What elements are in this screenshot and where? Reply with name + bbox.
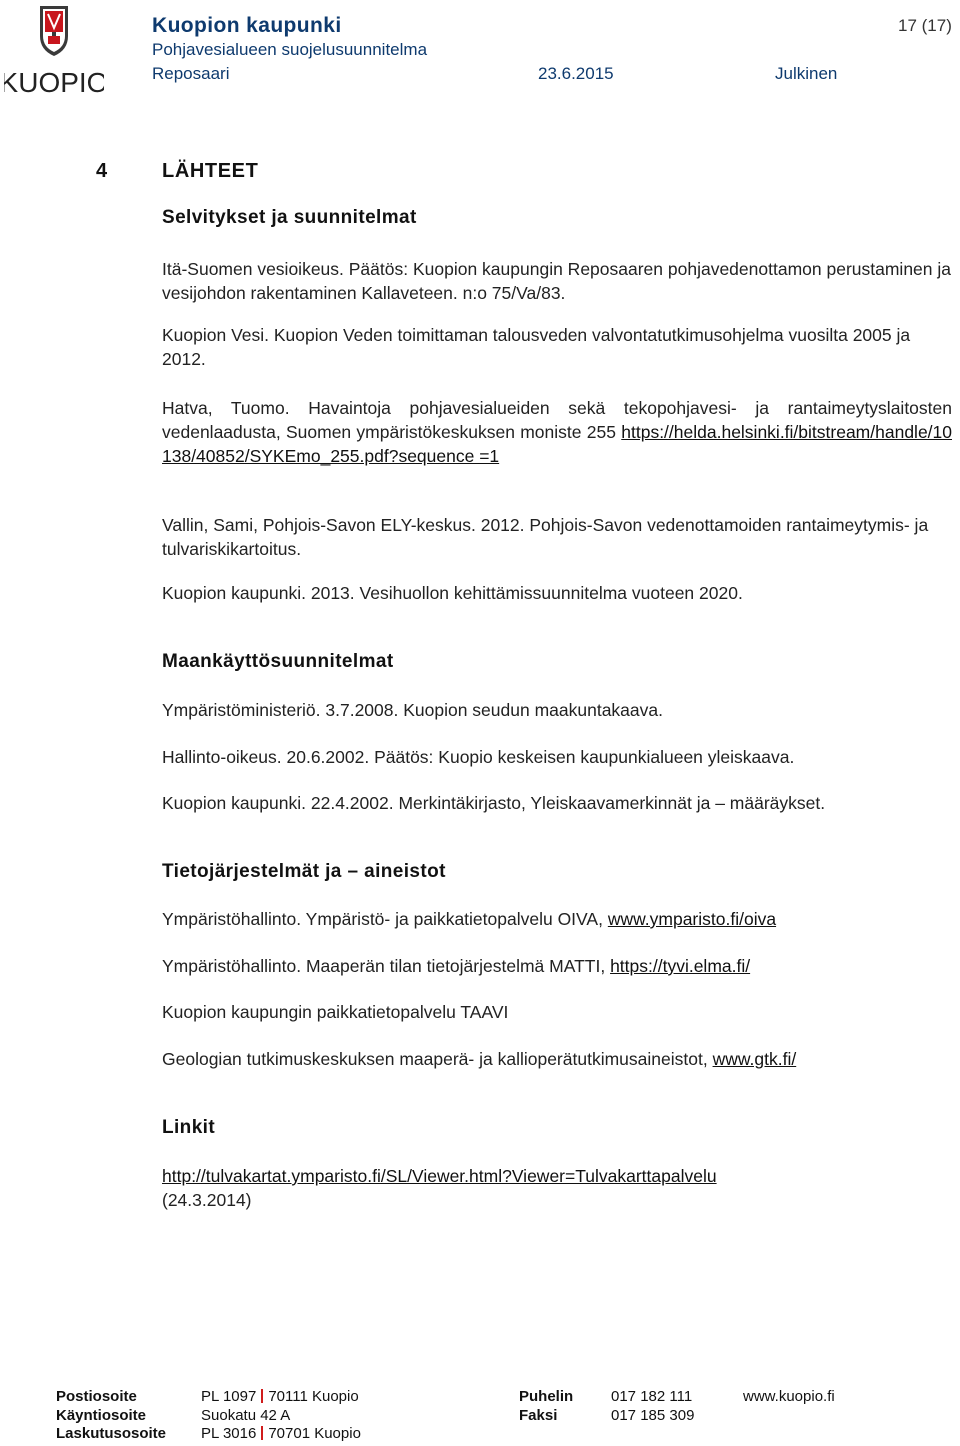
section-heading	[0, 160, 960, 186]
footer-laskutusosoite-label: Laskutusosoite	[56, 1425, 167, 1442]
matti-link[interactable]: https://tyvi.elma.fi/	[610, 956, 751, 976]
footer-faksi: 017 185 309	[611, 1407, 695, 1424]
reference-item	[162, 396, 952, 468]
footer-faksi-label: Faksi	[519, 1407, 558, 1424]
gtk-link[interactable]: www.gtk.fi/	[712, 1049, 797, 1069]
page-number: 17 (17)	[898, 16, 952, 35]
reference-item	[162, 907, 952, 931]
heading-linkit: Linkit	[162, 1117, 216, 1138]
tulvakartat-link[interactable]: http://tulvakartat.ymparisto.fi/SL/Viewer.html?Viewer=Tulvakarttapalvelu	[162, 1166, 717, 1186]
footer-postiosoite-label: Postiosoite	[56, 1388, 137, 1405]
crest-icon	[40, 6, 68, 56]
oiva-link[interactable]: www.ymparisto.fi/oiva	[607, 909, 777, 929]
classification: Julkinen	[775, 64, 838, 83]
heading-maankaytto: Maankäyttösuunnitelmat	[162, 651, 394, 672]
footer-postiosoite: PL 1097 70111 Kuopio	[201, 1388, 359, 1405]
document-title: Pohjavesialueen suojelusuunnitelma	[152, 40, 428, 59]
reference-item	[162, 954, 952, 978]
svg-text:KUOPIO: KUOPIO	[4, 67, 104, 98]
reference-text: Kuopion kaupungin paikkatietopalvelu TAAVI	[162, 1002, 509, 1022]
reference-item: Kuopion Vesi. Kuopion Veden toimittaman talousveden valvontatutkimusohjelma vuosilta 2005 ja 2012.	[162, 325, 911, 369]
separator-bar	[261, 1426, 263, 1440]
footer-kayntiosoite: Suokatu 42 A	[201, 1407, 291, 1424]
accessed-date: (24.3.2014)	[162, 1190, 252, 1210]
reference-item: Ympäristöministeriö. 3.7.2008. Kuopion seudun maakuntakaava.	[162, 700, 663, 720]
hatva-link[interactable]: https://helda.helsinki.fi/bitstream/handle/10138/40852/SYKEmo_255.pdf?sequence =1	[162, 422, 952, 466]
reference-item: Vallin, Sami, Pohjois-Savon ELY-keskus. 2012. Pohjois-Savon vedenottamoiden rantaimeytymis- ja tulvariskikartoitus.	[162, 515, 929, 559]
organization-name: Kuopion kaupunki	[152, 14, 342, 37]
reference-item	[162, 1164, 952, 1212]
reference-item: Kuopion kaupunki. 22.4.2002. Merkintäkirjasto, Yleiskaavamerkinnät ja – määräykset.	[162, 793, 826, 813]
footer-kayntiosoite-label: Käyntiosoite	[56, 1407, 147, 1424]
reference-text: Ympäristöhallinto. Maaperän tilan tietojärjestelmä MATTI,	[162, 956, 611, 976]
reference-item	[162, 1047, 952, 1071]
kuopio-logo	[4, 2, 104, 98]
reference-text: Geologian tutkimuskeskuksen maaperä- ja kallioperätutkimusaineistot,	[162, 1049, 713, 1069]
reference-item	[162, 1000, 952, 1024]
document-date: 23.6.2015	[538, 64, 614, 83]
reference-item: Hallinto-oikeus. 20.6.2002. Päätös: Kuopio keskeisen kaupunkialueen yleiskaava.	[162, 747, 795, 767]
heading-tietojarjestelmat: Tietojärjestelmät ja – aineistot	[162, 861, 446, 882]
footer-puhelin-label: Puhelin	[519, 1388, 574, 1405]
heading-selvitykset: Selvitykset ja suunnitelmat	[162, 207, 417, 228]
reference-text: Hatva, Tuomo. Havaintoja pohjavesialueiden sekä tekopohjavesi- ja rantaimeytyslaitosten vedenlaadusta, Suomen ympäristökeskuksen moniste 255	[162, 398, 952, 442]
reference-item: Itä-Suomen vesioikeus. Päätös: Kuopion kaupungin Reposaaren pohjavedenottamon perustaminen ja vesijohdon rakentaminen Kallaveteen. n:o 75/Va/83.	[162, 259, 951, 303]
separator-bar	[261, 1389, 263, 1403]
author: Reposaari	[152, 64, 230, 83]
reference-text: Ympäristöhallinto. Ympäristö- ja paikkatietopalvelu OIVA,	[162, 909, 608, 929]
footer-website[interactable]: www.kuopio.fi	[743, 1388, 835, 1405]
section-title: LÄHTEET	[162, 160, 259, 182]
reference-item: Kuopion kaupunki. 2013. Vesihuollon kehittämissuunnitelma vuoteen 2020.	[162, 583, 743, 603]
section-number: 4	[96, 160, 108, 182]
footer-puhelin: 017 182 111	[611, 1388, 693, 1405]
footer-laskutusosoite: PL 3016 70701 Kuopio	[201, 1425, 361, 1442]
